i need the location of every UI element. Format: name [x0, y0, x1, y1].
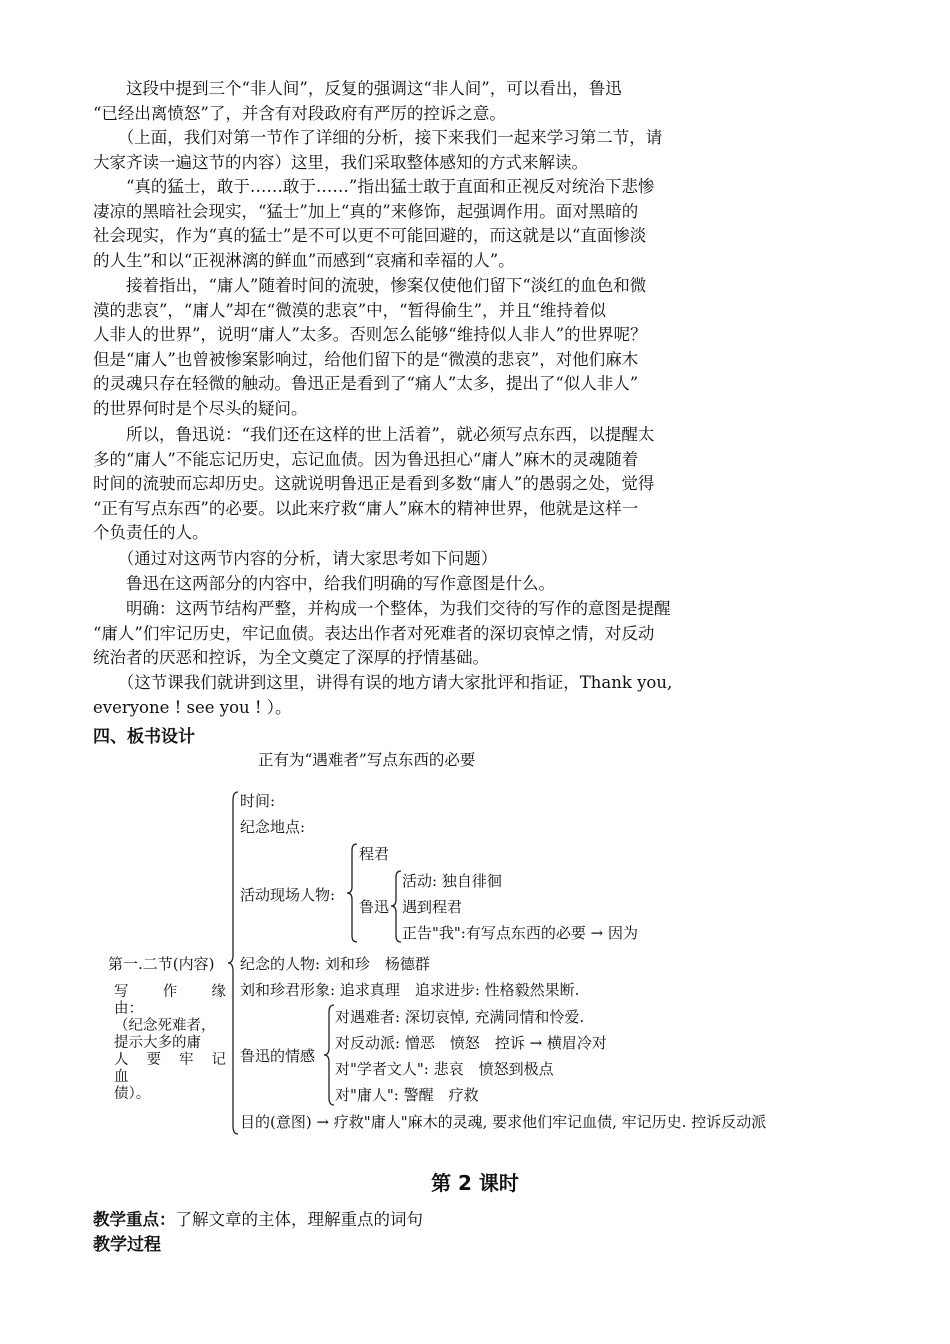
- board-emotion-4: 对"庸人": 警醒 疗救: [335, 1086, 479, 1104]
- paragraph-line: “庸人”们牢记历史，牢记血债。表达出作者对死难者的深切哀悼之情，对反动: [93, 623, 655, 643]
- paragraph-line: 接着指出，“庸人”随着时间的流驶，惨案仅使他们留下“淡红的血色和微: [93, 276, 647, 295]
- teaching-focus: [93, 1206, 423, 1230]
- paragraph: [93, 597, 778, 671]
- board-scene-people: 活动现场人物:: [240, 886, 336, 904]
- paragraph-line: everyone ! see you ! ）。: [93, 697, 292, 717]
- paragraph-line: “正有写点东西”的必要。以此来疗救“庸人”麻木的精神世界，他就是这样一: [93, 498, 639, 518]
- teaching-process-label: 教学过程: [93, 1235, 161, 1255]
- scene-brace: [347, 844, 357, 942]
- paragraph-line: 明确：这两节结构严整，并构成一个整体，为我们交待的写作的意图是提醒: [93, 599, 671, 618]
- paragraph: [93, 423, 778, 546]
- paragraph-line: （通过对这两节内容的分析，请大家思考如下问题）: [93, 549, 498, 568]
- side-note: [114, 984, 241, 1103]
- side-note-line: （纪念死难者，: [114, 1018, 216, 1034]
- side-note-line: 提示大多的庸: [114, 1035, 201, 1051]
- paragraph-line: 的灵魂只存在轻微的触动。鲁迅正是看到了“痛人”太多，提出了“似人非人”: [93, 374, 639, 394]
- board-root-label: 第一.二节(内容): [108, 955, 215, 973]
- paragraph-line: “真的猛士，敢于……敢于……”指出猛士敢于直面和正视反对统治下悲惨: [93, 177, 655, 196]
- paragraph: [93, 274, 778, 422]
- paragraph-line: 时间的流驶而忘却历史。这就说明鲁迅正是看到多数“庸人”的愚弱之处，觉得: [93, 474, 655, 494]
- paragraph-line: 凄凉的黑暗社会现实，“猛士”加上“真的”来修饰，起强调作用。面对黑暗的: [93, 201, 639, 221]
- board-title: 正有为“遇难者”写点东西的必要: [258, 751, 476, 769]
- paragraph-line: 所以，鲁迅说：“我们还在这样的世上活着”，就必须写点东西，以提醒太: [93, 425, 655, 444]
- paragraph-line: 个负责任的人。: [93, 523, 209, 543]
- paragraph-line: “已经出离愤怒”了，并含有对段政府有严厉的控诉之意。: [93, 103, 506, 123]
- side-note-line: 债）。: [114, 1086, 151, 1102]
- board-luxun: 鲁迅: [359, 898, 390, 916]
- board-time: 时间:: [240, 792, 276, 810]
- paragraph-line: 的人生”和以“正视淋漓的鲜血”而感到“哀痛和幸福的人”。: [93, 250, 515, 270]
- side-note-line: 人 要 牢 记 血: [114, 1052, 241, 1085]
- board-emotion-3: 对"学者文人": 悲哀 愤怒到极点: [335, 1060, 554, 1078]
- board-emotion-1: 对遇难者: 深切哀悼, 充满同情和怜爱.: [335, 1008, 585, 1026]
- paragraph-line: 漠的悲哀”，“庸人”却在“微漠的悲哀”中，“暂得偷生”，并且“维持着似: [93, 300, 606, 320]
- emotion-brace: [324, 1005, 334, 1105]
- paragraph-line: 统治者的厌恶和控诉，为全文奠定了深厚的抒情基础。: [93, 648, 489, 668]
- board-emotion-2: 对反动派: 憎恶 愤怒 控诉 → 横眉冷对: [335, 1034, 607, 1052]
- board-activity: 活动: 独自徘徊: [402, 872, 502, 890]
- board-chengjun: 程君: [359, 845, 390, 863]
- focus-label: 教学重点：: [93, 1210, 176, 1229]
- paragraph-line: 的世界何时是个尽头的疑问。: [93, 398, 308, 418]
- paragraph: [93, 126, 778, 175]
- paragraph-line: （上面，我们对第一节作了详细的分析，接下来我们一起来学习第二节，请: [93, 128, 663, 147]
- paragraph-line: 这段中提到三个“非人间”，反复的强调这“非人间”，可以看出，鲁迅: [93, 79, 622, 98]
- side-note-line: 写 作 缘 由：: [114, 984, 241, 1017]
- paragraph-line: 多的“庸人”不能忘记历史，忘记血债。因为鲁迅担心“庸人”麻木的灵魂随着: [93, 449, 639, 469]
- main-brace: [228, 792, 238, 1134]
- section-heading: 四、板书设计: [93, 727, 195, 747]
- board-image: 刘和珍君形象: 追求真理 追求进步: 性格毅然果断.: [240, 981, 580, 999]
- focus-text: 了解文章的主体，理解重点的词句: [175, 1210, 423, 1229]
- paragraph: [93, 175, 778, 273]
- paragraph: [93, 547, 778, 572]
- lesson-title: 第 2 课时: [431, 1171, 519, 1195]
- board-place: 纪念地点:: [240, 818, 306, 836]
- paragraph-line: 但是“庸人”也曾被惨案影响过，给他们留下的是“微漠的悲哀”，对他们麻木: [93, 349, 639, 369]
- board-meet: 遇到程君: [402, 898, 463, 916]
- paragraph-line: （这节课我们就讲到这里，讲得有误的地方请大家批评和指证，Thank you,: [93, 673, 673, 692]
- paragraph: [93, 77, 778, 126]
- board-told: 正告"我":有写点东西的必要 → 因为: [402, 924, 638, 942]
- paragraph: [93, 572, 778, 597]
- paragraph-line: 社会现实，作为“真的猛士”是不可以更不可能回避的，而这就是以“直面惨淡: [93, 226, 647, 246]
- paragraph-line: 人非人的世界”，说明“庸人”太多。否则怎么能够“维持似人非人”的世界呢？: [93, 325, 647, 345]
- paragraph: [93, 671, 778, 720]
- board-emotion: 鲁迅的情感: [240, 1047, 316, 1065]
- luxun-brace: [391, 871, 401, 942]
- board-memorial-people: 纪念的人物: 刘和珍 杨德群: [240, 955, 430, 973]
- board-purpose: 目的(意图) → 疗救"庸人"麻木的灵魂, 要求他们牢记血债, 牢记历史. 控诉反动派: [240, 1113, 767, 1131]
- paragraph-line: 鲁迅在这两部分的内容中，给我们明确的写作意图是什么。: [93, 574, 555, 593]
- paragraph-line: 大家齐读一遍这节的内容）这里，我们采取整体感知的方式来解读。: [93, 152, 588, 172]
